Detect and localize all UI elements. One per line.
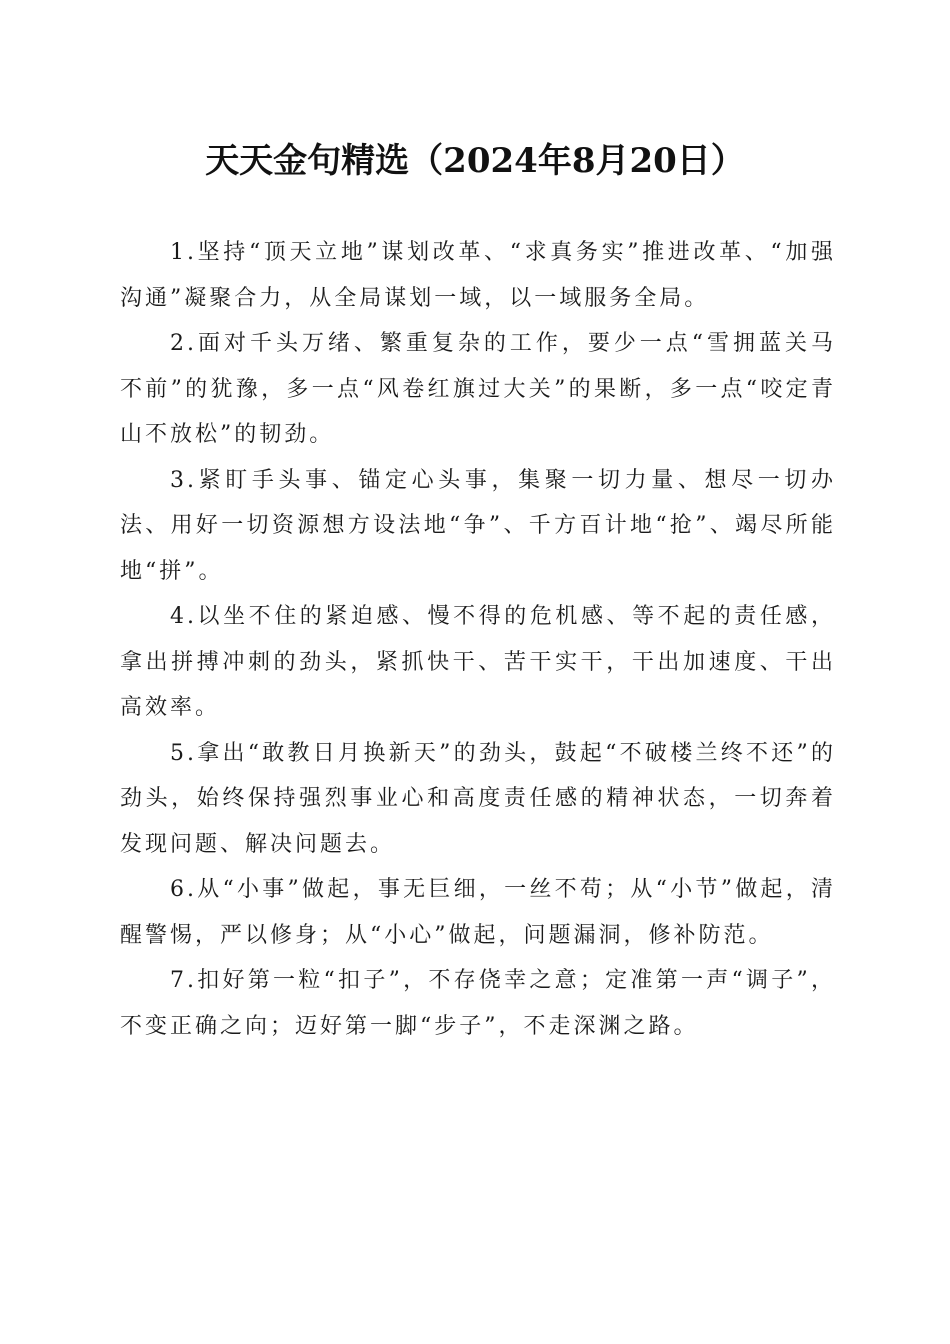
paragraph-3: 3.紧盯手头事、锚定心头事，集聚一切力量、想尽一切办法、用好一切资源想方设法地“争”、千方百计地“抢”、竭尽所能地“拼”。: [120, 467, 836, 584]
paragraph-2: 2.面对千头万绪、繁重复杂的工作，要少一点“雪拥蓝关马不前”的犹豫，多一点“风卷红旗过大关”的果断，多一点“咬定青山不放松”的韧劲。: [120, 331, 836, 447]
paragraph-4: 4.以坐不住的紧迫感、慢不得的危机感、等不起的责任感，拿出拼搏冲刺的劲头，紧抓快干、苦干实干，干出加速度、干出高效率。: [120, 604, 836, 720]
paragraph-7: 7.扣好第一粒“扣子”，不存侥幸之意；定准第一声“调子”，不变正确之向；迈好第一脚“步子”，不走深渊之路。: [120, 968, 836, 1039]
paragraph-5: 5.拿出“敢教日月换新天”的劲头，鼓起“不破楼兰终不还”的劲头，始终保持强烈事业心和高度责任感的精神状态，一切奔着发现问题、解决问题去。: [120, 740, 836, 857]
page-title: 天天金句精选（2024年8月20日）: [205, 141, 745, 181]
document-body: [120, 230, 836, 1049]
paragraph-1: 1.坚持“顶天立地”谋划改革、“求真务实”推进改革、“加强沟通”凝聚合力，从全局谋划一域，以一域服务全局。: [120, 240, 836, 311]
paragraph-6: 6.从“小事”做起，事无巨细，一丝不苟；从“小节”做起，清醒警惕，严以修身；从“小心”做起，问题漏洞，修补防范。: [120, 877, 836, 948]
